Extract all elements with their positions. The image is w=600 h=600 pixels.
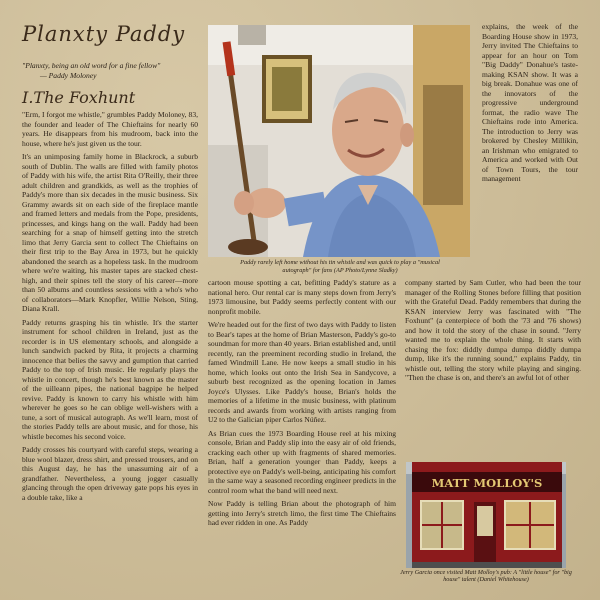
paragraph: Paddy returns grasping his tin whistle. It's the starter instrument for school children in Ireland, just as the recorder is in US elementary schools, and alongside a lunch sandwich packed by Rita, it projects a charming innocence that belies the savvy and gumption that carried Paddy to the top of Irish music. He regularly plays the whistle in concert, though he's best known as the master of the uilleann pipes, the national bagpipe he helped revive. Paddy is known to carry his whistle with him wherever he goes so he can oblige well-wishers with a tune, a sort of musical autograph. As we'll learn, most of the stories Paddy tells are about music, and for those, his whistle becomes his second voice. <box>22 317 198 441</box>
epigraph <box>22 61 202 80</box>
paragraph: As Brian cues the 1973 Boarding House reel at his mixing console, Brian and Paddy slip into the easy air of old friends, cracking each other up with fragments of shared memories. Brian, half a generation younger than Paddy, keeps a protective eye on Paddy's well-being, anticipating his comfort in the same way a seasoned recording engineer predicts in the control room what the band will need next. <box>208 428 396 495</box>
paragraph: "Erm, I forgot me whistle," grumbles Paddy Moloney, 83, the founder and leader of The Chieftains for nearly 60 years. He disappears from his mudroom, back into the house, where he's just given us the tour. <box>22 110 198 148</box>
pub-sign-text: MATT MOLLOY'S <box>431 476 543 490</box>
paragraph: explains, the week of the Boarding House show in 1973, Jerry invited The Chieftains to appear for an hour on Tom "Big Daddy" Donahue's taste-making KSAN show. It was a big break. Donahue was one of the innovators of the progressive underground format, the radio wave The Chieftains rode into America. The introduction to Jerry was brokered by Chesley Millikin, an Irishman who emigrated to America and worked with Out of Town Tours, the tour management <box>482 22 578 183</box>
paddy-photo <box>208 25 470 257</box>
pub-storefront-image <box>406 462 566 568</box>
column-3-top <box>482 22 578 278</box>
epigraph-attribution: — Paddy Moloney <box>40 70 97 80</box>
paragraph: Now Paddy is telling Brian about the photograph of him getting into Jerry's stretch limo, the first time The Chieftains had ever ridden in one. As Paddy <box>208 499 396 527</box>
photo-caption: Jerry Garcia once visited Matt Molloy's pub: A "little house" for "big house" talent (Daniel Whitehouse) <box>400 569 572 584</box>
column-2 <box>208 278 396 596</box>
paragraph: Paddy crosses his courtyard with careful steps, wearing a blue wool blazer, dress shirt, and pressed trousers, and on this August day, he has the unassuming air of a grandfather. Nevertheless, a young jogger casually glancing through the open driveway gate pops his eyes in a double take, like a <box>22 445 198 502</box>
article-title: Planxty Paddy <box>22 22 186 46</box>
pub-photo <box>406 462 566 568</box>
section-heading: I.The Foxhunt <box>22 88 136 107</box>
column-3 <box>405 278 581 456</box>
paragraph: We're headed out for the first of two days with Paddy to listen to Bear's tapes at the home of Brian Masterson, Paddy's go-to soundman for more than 40 years. Brian established and, until recently, ran the preeminent recording studio in Ireland, the famed Windmill Lane. He now keeps a small studio in his home, which looks out onto the Irish Sea in Sandycove, a suburb best recognized as the opening location in James Joyce's Ulysses. Like Paddy's house, Brian's holds the memories of a lifetime in the music business, with platinum records and awards from working with artists ranging from U2 to the Galician piper Carlos Núñez. <box>208 320 396 424</box>
paragraph: It's an unimposing family home in Blackrock, a suburb south of Dublin. The walls are filled with family photos of Paddy with his wife, the artist Rita O'Reilly, their three adult children and grandkids, as well as the trophies of Paddy's more than six decades in the music business. Six Grammy awards sit on each side of the fireplace mantle and framed letters and medals from the Pope, presidents, princesses, and kings hang on the wall. Paddy had been searching for a snap of himself getting into the stretch limo that Jerry Garcia sent to collect The Chieftains on their first trip to the Bay Area in 1973, but he quickly abandoned the search as a hopeless task. In the mudroom where we're waiting, his master tapes are stacked chest-high, and their spines tell the story of his career—more than 50 albums and countless sessions with a who's who of collaborators—Mark Knopfler, Willie Nelson, Sting, Diana Krall. <box>22 152 198 313</box>
epigraph-quote: "Planxty, being an old word for a fine fellow" <box>22 61 161 70</box>
paragraph: company started by Sam Cutler, who had been the tour manager of the Rolling Stones before filling that position with the Grateful Dead. Paddy remembers that during the KSAN interview Jerry was fascinated with "The Foxhunt" (a centerpiece of both the '73 and '76 shows) and how it told the story of the chase in sound. "Jerry wanted me to explain the whole thing. It starts with chasing the fox: diddly dumpa dumpa diddly dumpa dump, like it's the running sound," explains Paddy, tin whistle out, telling the story while playing and singing. "Then the chase is on, and there's an awful lot of other <box>405 278 581 382</box>
paragraph: cartoon mouse spotting a cat, befitting Paddy's stature as a national hero. Our rental car is many steps down from Jerry's 1973 limousine, but Paddy seems perfectly content with our nonprofit mobile. <box>208 278 396 316</box>
photo-caption: Paddy rarely left home without his tin whistle and was quick to play a "musical autograph" for fans (AP Photo/Lynne Sladky) <box>240 259 440 274</box>
column-1 <box>22 110 198 596</box>
paddy-portrait-image <box>208 25 470 257</box>
